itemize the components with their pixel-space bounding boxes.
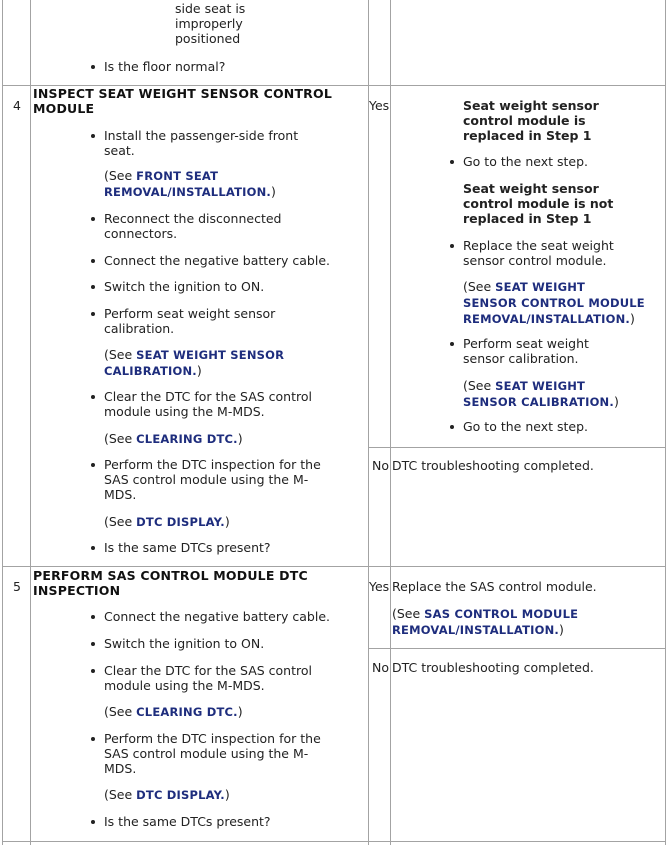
table-border-left [2, 0, 3, 845]
step-4-dtc-inspection: Perform the DTC inspection for the SAS control module using the M- MDS. [104, 457, 321, 502]
dtc-display-link[interactable]: DTC DISPLAY. [136, 515, 225, 529]
front-seat-removal-link[interactable]: FRONT SEAT [136, 169, 219, 183]
sas-module-removal-link[interactable]: SAS CONTROL MODULE [424, 607, 579, 621]
prev-row-text: side seat is improperly positioned [175, 1, 246, 46]
step-5-see-dtc-display: (See DTC DISPLAY.) [104, 787, 230, 802]
column-divider-action [390, 0, 391, 845]
seat-weight-sensor-calibration-link[interactable]: SEAT WEIGHT SENSOR [136, 348, 285, 362]
step-4-connect-battery: Connect the negative battery cable. [104, 253, 330, 268]
step-4-go-next-1: Go to the next step. [463, 154, 588, 169]
front-seat-removal-link-cont[interactable]: REMOVAL/INSTALLATION. [104, 185, 271, 199]
step-4-replace-module: Replace the seat weight sensor control module. [463, 238, 614, 268]
sensor-module-removal-link-cont[interactable]: SENSOR CONTROL MODULE [463, 296, 645, 310]
step-4-switch-on: Switch the ignition to ON. [104, 279, 265, 294]
step-5-title: PERFORM SAS CONTROL MODULE DTC INSPECTION [33, 568, 308, 598]
step-4-see-calibration: (See SEAT WEIGHT SENSOR CALIBRATION.) [104, 347, 285, 378]
column-divider-result [368, 0, 369, 845]
step-4-case-not-replaced: Seat weight sensor control module is not replaced in Step 1 [463, 181, 614, 226]
clearing-dtc-link[interactable]: CLEARING DTC. [136, 432, 238, 446]
sensor-module-removal-link[interactable]: SEAT WEIGHT [495, 280, 586, 294]
step-5-no-text: DTC troubleshooting completed. [392, 660, 594, 675]
row-divider-step-5-no [368, 648, 666, 649]
step-5-dtc-inspection: Perform the DTC inspection for the SAS control module using the M- MDS. [104, 731, 321, 776]
step-4-see-module-removal: (See SEAT WEIGHT SENSOR CONTROL MODULE REMOVAL/INSTALLATION.) [463, 279, 645, 326]
yes-calibration-link[interactable]: SEAT WEIGHT [495, 379, 586, 393]
step-4-case-replaced: Seat weight sensor control module is replaced in Step 1 [463, 98, 599, 143]
step-5-number: 5 [13, 579, 21, 594]
yes-calibration-link-cont[interactable]: SENSOR CALIBRATION. [463, 395, 614, 409]
step-4-clear-dtc: Clear the DTC for the SAS control module using the M-MDS. [104, 389, 312, 419]
step-4-calibration: Perform seat weight sensor calibration. [104, 306, 276, 336]
step-4-no-text: DTC troubleshooting completed. [392, 458, 594, 473]
step-4-see-front-seat: (See FRONT SEAT REMOVAL/INSTALLATION.) [104, 168, 276, 199]
step-5-yes-text: Replace the SAS control module. [392, 579, 597, 594]
row-divider-step-5 [2, 566, 666, 567]
step-5-connect-battery: Connect the negative battery cable. [104, 609, 330, 624]
step-5-dtc-display-link[interactable]: DTC DISPLAY. [136, 788, 225, 802]
step-4-number: 4 [13, 98, 21, 113]
step-4-no-label: No [372, 458, 389, 473]
table-border-right [665, 0, 666, 845]
table-border-bottom [2, 841, 666, 842]
step-4-yes-calibration: Perform seat weight sensor calibration. [463, 336, 589, 366]
step-4-yes-label: Yes [369, 98, 390, 113]
step-5-question: Is the same DTCs present? [104, 814, 271, 829]
seat-weight-sensor-calibration-link-cont[interactable]: CALIBRATION. [104, 364, 197, 378]
prev-row-question: Is the floor normal? [104, 59, 226, 74]
step-5-switch-on: Switch the ignition to ON. [104, 636, 265, 651]
step-5-see-sas-module: (See SAS CONTROL MODULE REMOVAL/INSTALLATION.) [392, 606, 579, 637]
step-4-see-clearing-dtc: (See CLEARING DTC.) [104, 431, 243, 446]
step-5-see-clearing-dtc: (See CLEARING DTC.) [104, 704, 243, 719]
step-4-go-next-2: Go to the next step. [463, 419, 588, 434]
step-5-yes-label: Yes [369, 579, 390, 594]
row-divider-step-4-no [368, 447, 666, 448]
step-5-clearing-dtc-link[interactable]: CLEARING DTC. [136, 705, 238, 719]
step-5-clear-dtc: Clear the DTC for the SAS control module using the M-MDS. [104, 663, 312, 693]
step-4-yes-see-calibration: (See SEAT WEIGHT SENSOR CALIBRATION.) [463, 378, 619, 409]
step-5-no-label: No [372, 660, 389, 675]
step-4-install-seat: Install the passenger-side front seat. [104, 128, 299, 158]
step-4-reconnect: Reconnect the disconnected connectors. [104, 211, 282, 241]
step-4-question: Is the same DTCs present? [104, 540, 271, 555]
step-4-title: INSPECT SEAT WEIGHT SENSOR CONTROL MODULE [33, 86, 332, 116]
step-4-see-dtc-display: (See DTC DISPLAY.) [104, 514, 230, 529]
sas-module-removal-link-cont[interactable]: REMOVAL/INSTALLATION. [392, 623, 559, 637]
column-divider-step [30, 0, 31, 845]
sensor-module-removal-link-end[interactable]: REMOVAL/INSTALLATION. [463, 312, 630, 326]
